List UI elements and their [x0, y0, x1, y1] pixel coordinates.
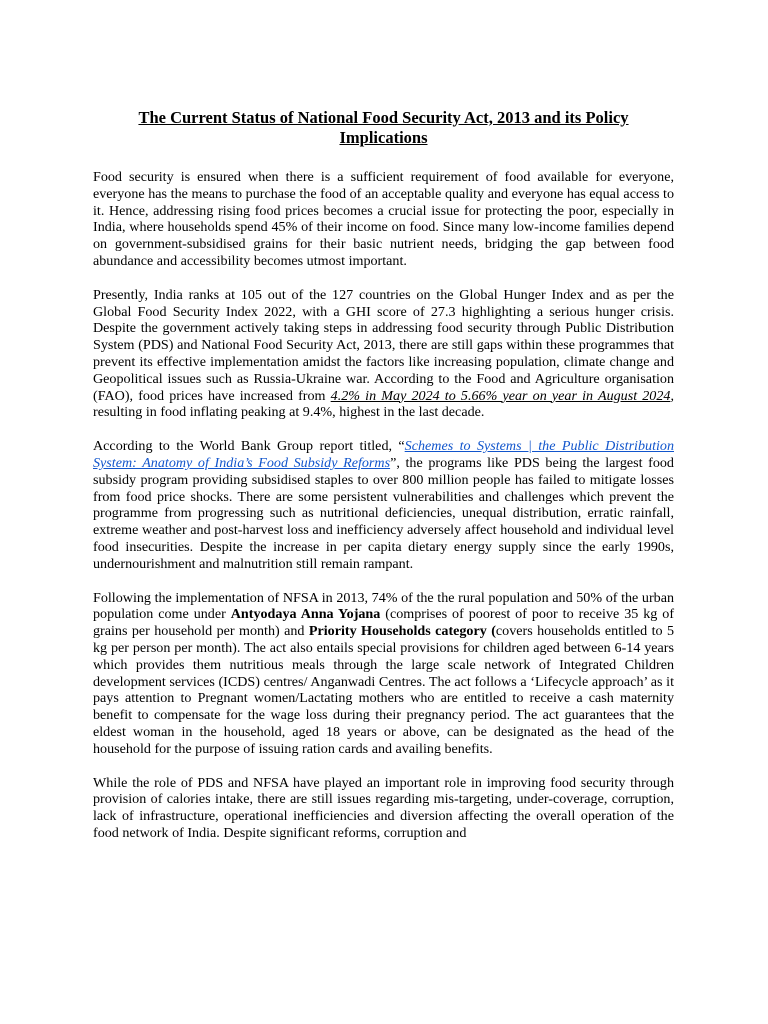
- paragraph-world-bank: [93, 438, 674, 572]
- document-title: The Current Status of National Food Security Act, 2013 and its Policy Implications: [138, 108, 629, 147]
- antyodaya-bold: Antyodaya Anna Yojana: [230, 606, 381, 623]
- paragraph-text: (comprises of poorest of poor to receive 35 kg of grains per household per month) and: [93, 606, 675, 640]
- paragraph-hunger-index: [93, 287, 674, 421]
- paragraph-text: According to the World Bank Group report titled, “: [93, 438, 405, 455]
- priority-households-bold: Priority Households category (: [308, 623, 496, 640]
- world-bank-report-link[interactable]: Schemes to Systems | the Public Distribution System: Anatomy of India’s Food Subsidy Reforms: [93, 438, 674, 471]
- paragraph-text: Presently, India ranks at 105 out of the 127 countries on the Global Hunger Index and as per the Global Food Security Index 2022, with a GHI score of 27.3 highlighting a serious hunger crisis. Despite the government actively taking steps in addressing food security through Public Distribution System (PDS) and National Food Security Act, 2013, there are still gaps within these programmes that prevent its effective implementation amidst the factors like increasing population, climate change and Geopolitical issues such as Russia-Ukraine war. According to the Food and Agriculture organisation (FAO), food prices have increased from: [93, 286, 674, 404]
- paragraph-pds-issues: While the role of PDS and NFSA have played an important role in improving food security through provision of calories intake, there are still issues regarding mis-targeting, under-coverage, corruption, lack of infrastructure, operational inefficiencies and diversion affecting the overall operation of the food network of India. Despite significant reforms, corruption and: [93, 774, 674, 841]
- paragraph-text: covers households entitled to 5 kg per person per month). The act also entails special provisions for children aged between 6-14 years which provides them nutritious meals through the large scale network of Integrated Children development services (ICDS) centres/ Anganwadi Centres. The act follows a ‘Lifecycle approach’ as it pays attention to Pregnant women/Lactating mothers who are entitled to receive a cash maternity benefit to compensate for the wage loss during their pregnancy period. The act guarantees that the eldest woman in the household, aged 18 years or above, can be designated as the head of the household for the purpose of issuing ration cards and availing benefits.: [93, 623, 674, 757]
- food-price-emphasis: 4.2% in May 2024 to 5.66% year on year in August 2024: [330, 387, 671, 404]
- paragraph-nfsa-implementation: [93, 590, 674, 758]
- paragraph-text: , resulting in food inflating peaking at 9.4%, highest in the last decade.: [93, 387, 674, 421]
- paragraph-text: Following the implementation of NFSA in 2013, 74% of the the rural population and 50% of the urban population come under: [93, 589, 674, 623]
- paragraph-food-security: Food security is ensured when there is a sufficient requirement of food available for everyone, everyone has the means to purchase the food of an acceptable quality and everyone has equal access to it. Hence, addressing rising food prices becomes a crucial issue for protecting the poor, especially in India, where households spend 45% of their income on food. Since many low-income families depend on government-subsidised grains for their basic nutrient needs, bridging the gap between food abundance and accessibility becomes utmost important.: [93, 169, 674, 269]
- paragraph-text: ”, the programs like PDS being the largest food subsidy program providing subsidised staples to over 800 million people has failed to mitigate losses from food price shocks. There are some persistent vulnerabilities and challenges which prevent the programme from progressing such as nutritional deficiencies, unequal distribution, erratic rainfall, extreme weather and post-harvest loss and inefficiency adversely affect household and individual level food insecurities. Despite the increase in per capita dietary energy supply since the early 1990s, undernourishment and malnutrition still remain rampant.: [93, 454, 674, 572]
